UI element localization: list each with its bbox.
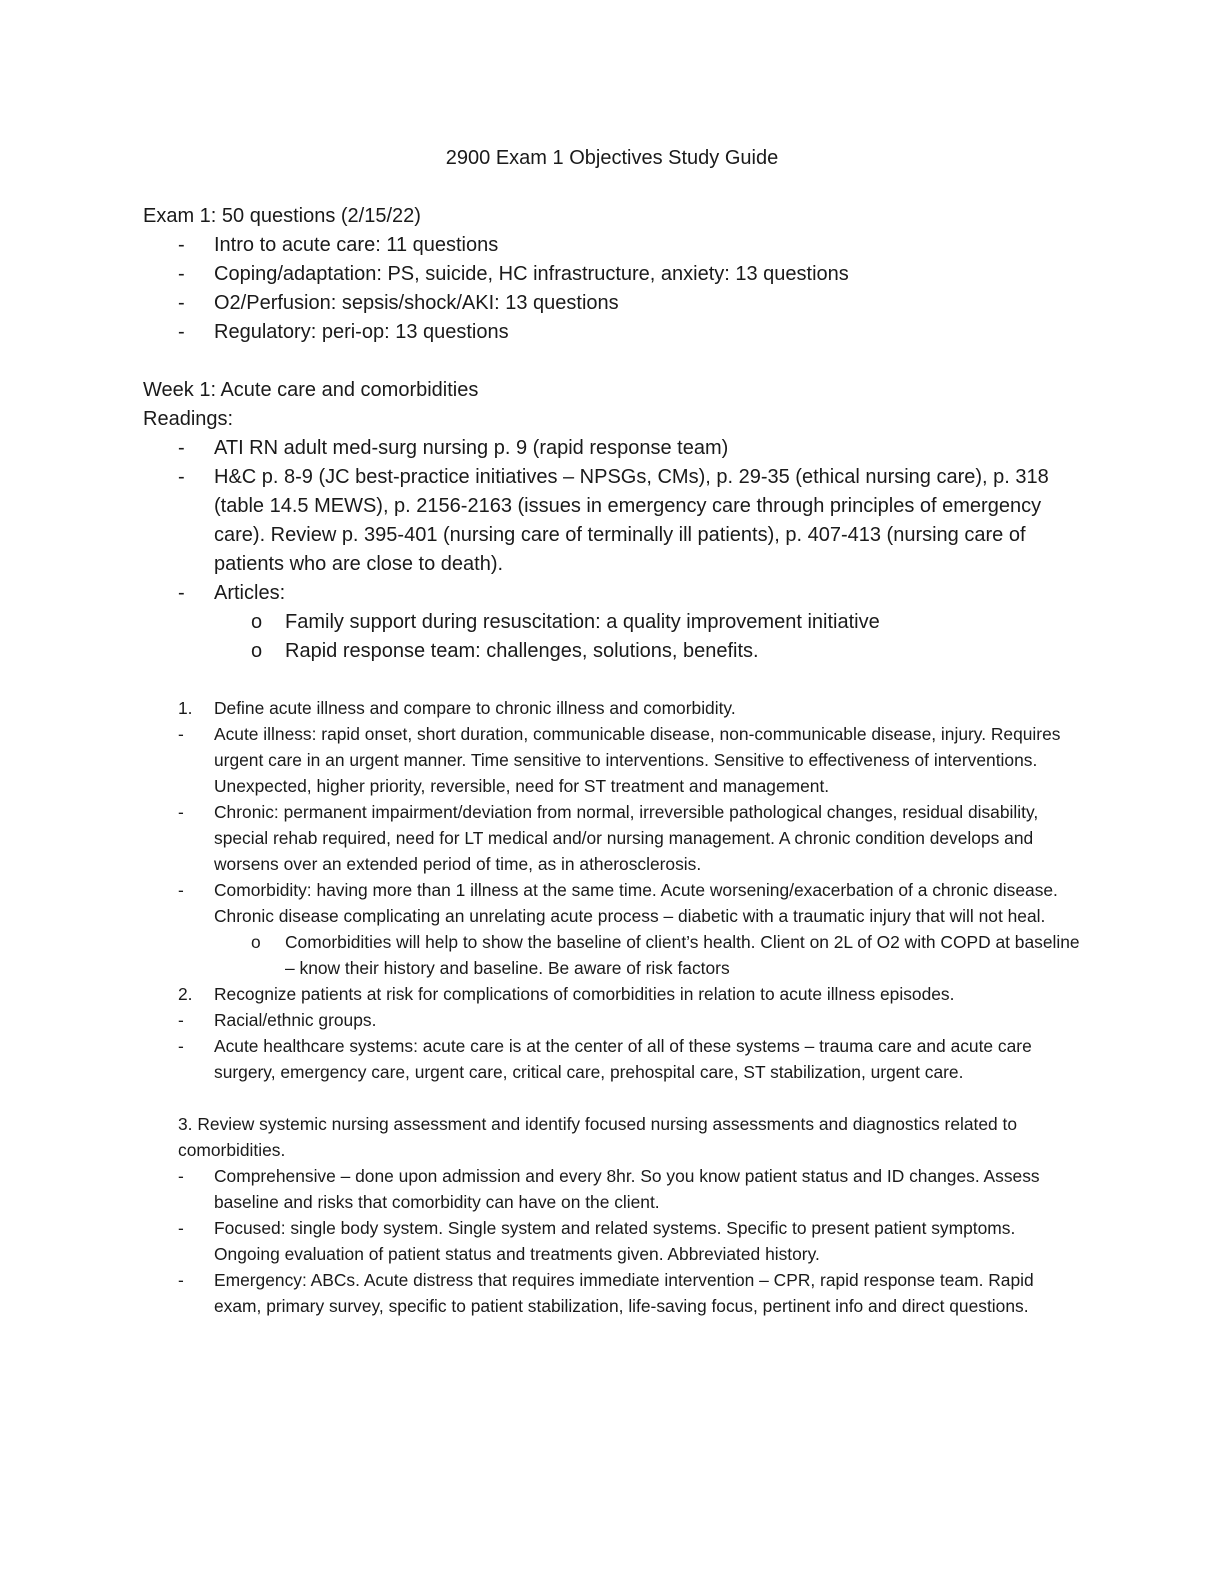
circle-bullet: o: [251, 932, 261, 952]
objective-bullet: [143, 721, 1083, 799]
objective-number: 2.: [178, 984, 193, 1004]
dash-bullet: -: [178, 466, 185, 488]
objective-number: 1.: [178, 698, 193, 718]
spacer: [143, 1085, 1083, 1111]
exam-heading: Exam 1: 50 questions (2/15/22): [143, 205, 421, 227]
spacer: [143, 666, 1083, 695]
document-body: [143, 202, 1083, 1319]
dash-bullet: -: [178, 1166, 184, 1186]
dash-bullet: -: [178, 234, 185, 256]
objective-bullet: [143, 877, 1083, 929]
objective-bullet-text: Focused: single body system. Single system and related systems. Specific to present patient symptoms. Ongoing evaluation of patient status and treatments given. Abbreviated history.: [214, 1218, 1016, 1264]
objective-heading: [143, 981, 1083, 1007]
objective-bullet-text: Racial/ethnic groups.: [214, 1010, 377, 1030]
objective-bullet-text: Comprehensive – done upon admission and every 8hr. So you know patient status and ID changes. Assess baseline and risks that comorbidity can have on the client.: [214, 1166, 1040, 1212]
objective-bullet-text: Acute healthcare systems: acute care is at the center of all of these systems – trauma care and acute care surgery, emergency care, urgent care, critical care, prehospital care, ST stabilization, urgent care.: [214, 1036, 1032, 1082]
objective-title: Define acute illness and compare to chronic illness and comorbidity.: [214, 698, 736, 718]
dash-bullet: -: [178, 1010, 184, 1030]
exam-item: [143, 289, 1083, 318]
dash-bullet: -: [178, 1270, 184, 1290]
objective-bullet-text: Chronic: permanent impairment/deviation from normal, irreversible pathological changes, residual disability, special rehab required, need for LT medical and/or nursing management. A chronic condition develops and worsens over an extended period of time, as in atherosclerosis.: [214, 802, 1039, 874]
objective-bullet: [143, 1215, 1083, 1267]
reading-item: [143, 434, 1083, 463]
objective-title: Recognize patients at risk for complications of comorbidities in relation to acute illness episodes.: [214, 984, 955, 1004]
dash-bullet: -: [178, 802, 184, 822]
document-title: 2900 Exam 1 Objectives Study Guide: [445, 147, 779, 169]
objective-bullet-text: Comorbidity: having more than 1 illness at the same time. Acute worsening/exacerbation of a chronic disease. Chronic disease complicating an unrelating acute process – diabetic with a traumatic injury that will not heal.: [214, 880, 1058, 926]
dash-bullet: -: [178, 263, 185, 285]
exam-item: [143, 318, 1083, 347]
circle-bullet: o: [251, 640, 263, 662]
readings-label: Readings:: [143, 408, 234, 430]
article-text: Rapid response team: challenges, solutions, benefits.: [285, 640, 759, 662]
objective-heading: [143, 695, 1083, 721]
objective-bullet: [143, 1163, 1083, 1215]
objective-bullet: [143, 799, 1083, 877]
objective-bullet: [143, 1267, 1083, 1319]
reading-text: Articles:: [214, 582, 286, 604]
reading-item: [143, 579, 1083, 608]
exam-item-text: Intro to acute care: 11 questions: [214, 234, 499, 256]
dash-bullet: -: [178, 1036, 184, 1056]
exam-item-text: Regulatory: peri-op: 13 questions: [214, 321, 509, 343]
reading-text: H&C p. 8-9 (JC best-practice initiatives – NPSGs, CMs), p. 29-35 (ethical nursing care), p. 318 (table 14.5 MEWS), p. 2156-2163 (issues in emergency care through principles of emergency care). Review p. 395-401 (nursing care of terminally ill patients), p. 407-413 (nursing care of patients who are close to death).: [214, 466, 1049, 575]
circle-bullet: o: [251, 611, 263, 633]
objective-sub-bullet: [143, 929, 1083, 981]
dash-bullet: -: [178, 1218, 184, 1238]
article-item: [143, 608, 1083, 637]
dash-bullet: -: [178, 582, 185, 604]
objective-sub-text: Comorbidities will help to show the baseline of client’s health. Client on 2L of O2 with COPD at baseline – know their history and baseline. Be aware of risk factors: [285, 932, 1080, 978]
dash-bullet: -: [178, 437, 185, 459]
exam-item: [143, 231, 1083, 260]
dash-bullet: -: [178, 292, 185, 314]
reading-text: ATI RN adult med-surg nursing p. 9 (rapid response team): [214, 437, 729, 459]
objective-bullet: [143, 1007, 1083, 1033]
reading-item: [143, 463, 1083, 579]
exam-item: [143, 260, 1083, 289]
dash-bullet: -: [178, 724, 184, 744]
dash-bullet: -: [178, 880, 184, 900]
objective-bullet-text: Acute illness: rapid onset, short duration, communicable disease, non-communicable disease, injury. Requires urgent care in an urgent manner. Time sensitive to interventions. Sensitive to effectiveness of interventions. Unexpected, higher priority, reversible, need for ST treatment and management.: [214, 724, 1061, 796]
article-item: [143, 637, 1083, 666]
week-heading: Week 1: Acute care and comorbidities: [143, 379, 479, 401]
spacer: [143, 347, 1083, 376]
objective-heading: 3. Review systemic nursing assessment and identify focused nursing assessments and diagnostics related to comorbidities.: [178, 1114, 1018, 1160]
exam-item-text: Coping/adaptation: PS, suicide, HC infrastructure, anxiety: 13 questions: [214, 263, 849, 285]
objective-bullet-text: Emergency: ABCs. Acute distress that requires immediate intervention – CPR, rapid response team. Rapid exam, primary survey, specific to patient stabilization, life-saving focus, pertinent info and direct questions.: [214, 1270, 1034, 1316]
dash-bullet: -: [178, 321, 185, 343]
exam-item-text: O2/Perfusion: sepsis/shock/AKI: 13 questions: [214, 292, 619, 314]
article-text: Family support during resuscitation: a quality improvement initiative: [285, 611, 880, 633]
objective-bullet: [143, 1033, 1083, 1085]
